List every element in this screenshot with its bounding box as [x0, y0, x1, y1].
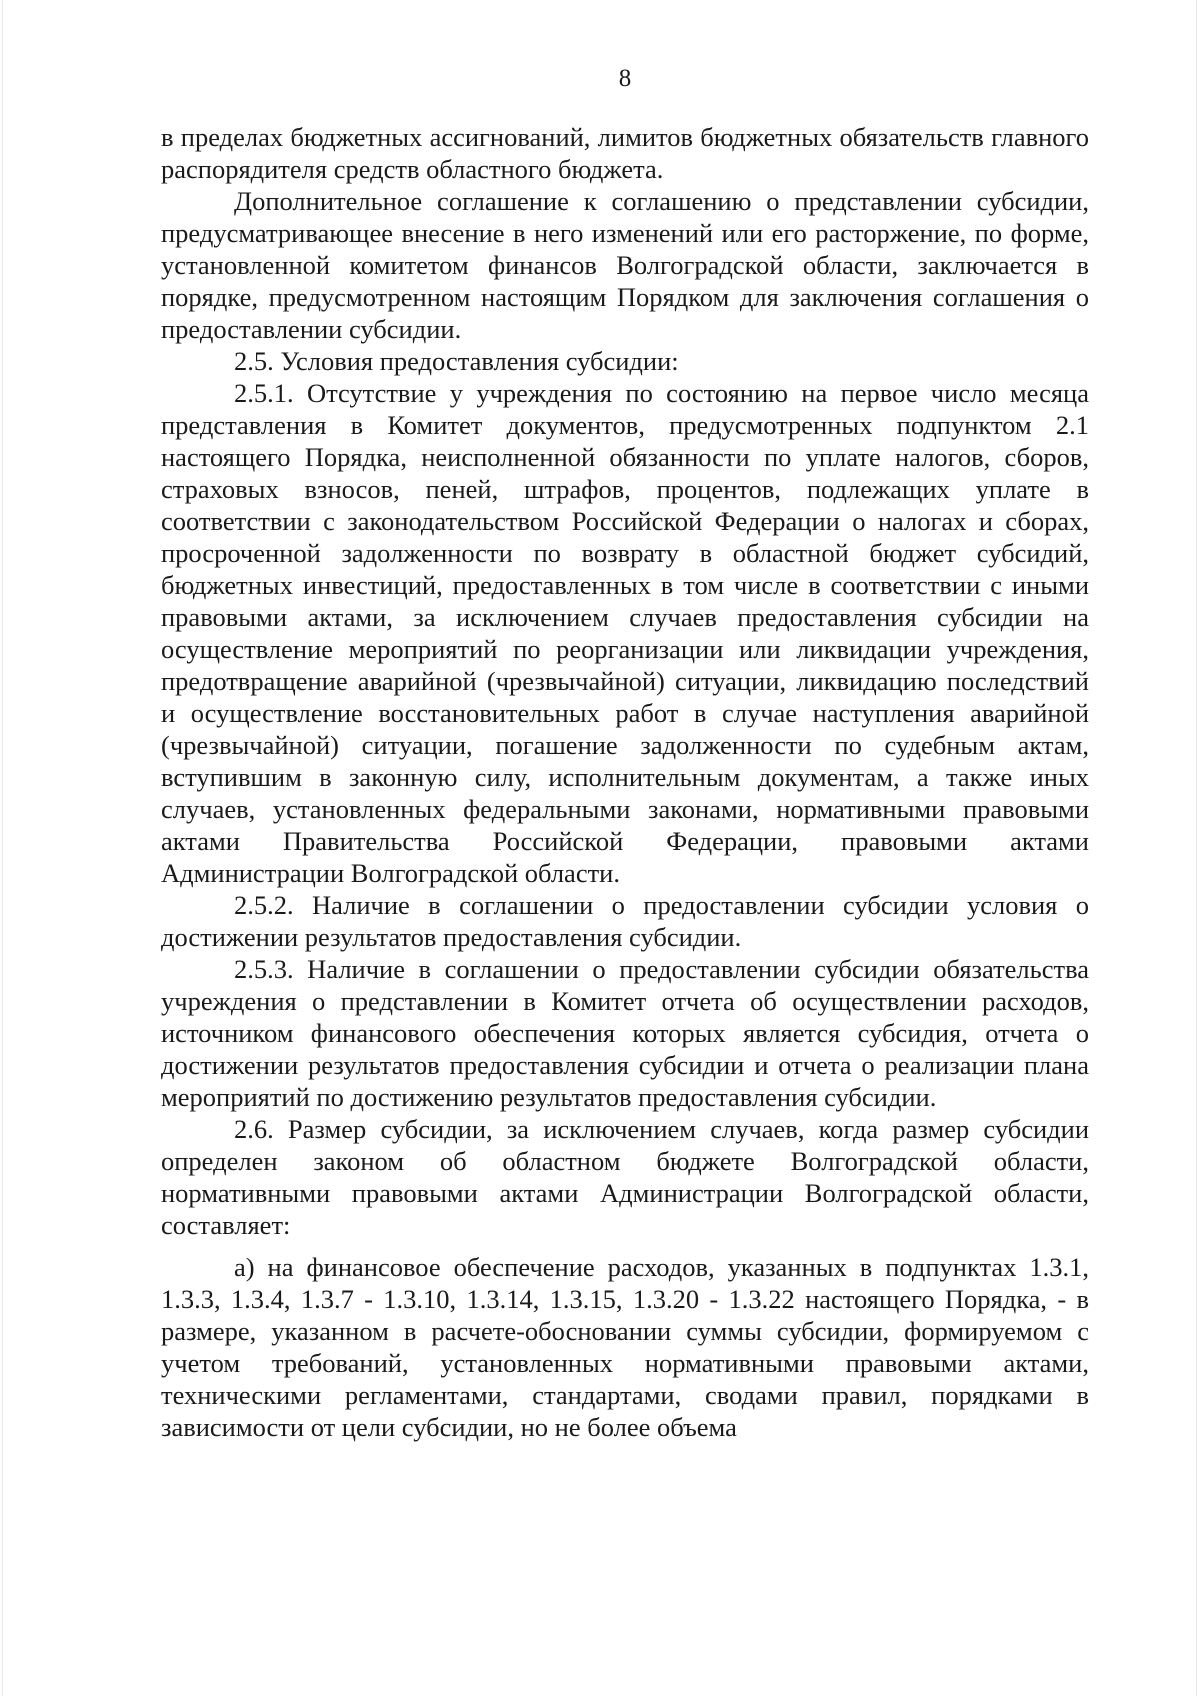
paragraph-2-5-1: 2.5.1. Отсутствие у учреждения по состоянию на первое число месяца представления в Комитет документов, предусмотренных подпунктом 2.1 настоящего Порядка, неисполненной обязанности по уплате налогов, сборов, страховых взносов, пеней, штрафов, процентов, подлежащих уплате в соответствии с законодательством Российской Федерации о налогах и сборах, просроченной задолженности по возврату в областной бюджет субсидий, бюджетных инвестиций, предоставленных в том числе в соответствии с иными правовыми актами, за исключением случаев предоставления субсидии на осуществление мероприятий по реорганизации или ликвидации учреждения, предотвращение аварийной (чрезвычайной) ситуации, ликвидацию последствий и осуществление восстановительных работ в случае наступления аварийной (чрезвычайной) ситуации, погашение задолженности по судебным актам, вступившим в законную силу, исполнительным документам, а также иных случаев, установленных федеральными законами, нормативными правовыми актами Правительства Российской Федерации, правовыми актами Администрации Волгоградской области.	[161, 378, 1089, 888]
paragraph-2-5-3: 2.5.3. Наличие в соглашении о предоставлении субсидии обязательства учреждения о представлении в Комитет отчета об осуществлении расходов, источником финансового обеспечения которых является субсидия, отчета о достижении результатов предоставления субсидии и отчета о реализации плана мероприятий по достижению результатов предоставления субсидии.	[161, 954, 1089, 1112]
paragraph-2-5-heading: 2.5. Условия предоставления субсидии:	[234, 346, 679, 376]
paragraph-continuation: в пределах бюджетных ассигнований, лимитов бюджетных обязательств главного распорядителя средств областного бюджета.	[161, 122, 1089, 184]
paragraph-additional-agreement: Дополнительное соглашение к соглашению о представлении субсидии, предусматривающее внесение в него изменений или его расторжение, по форме, установленной комитетом финансов Волгоградской области, заключается в порядке, предусмотренном настоящим Порядком для заключения соглашения о предоставлении субсидии.	[161, 186, 1089, 344]
scan-edge-right	[1196, 0, 1197, 1696]
document-body	[161, 121, 1089, 1443]
page-number: 8	[618, 65, 632, 92]
paragraph-2-6: 2.6. Размер субсидии, за исключением случаев, когда размер субсидии определен законом об областном бюджете Волгоградской области, нормативными правовыми актами Администрации Волгоградской области, составляет:	[161, 1114, 1089, 1240]
scan-edge-left	[2, 0, 3, 1696]
paragraph-2-5-2: 2.5.2. Наличие в соглашении о предоставлении субсидии условия о достижении результатов предоставления субсидии.	[161, 890, 1089, 952]
paragraph-2-6-a: а) на финансовое обеспечение расходов, указанных в подпунктах 1.3.1, 1.3.3, 1.3.4, 1.3.7 - 1.3.10, 1.3.14, 1.3.15, 1.3.20 - 1.3.22 настоящего Порядка, - в размере, указанном в расчете-обосновании суммы субсидии, формируемом с учетом требований, установленных нормативными правовыми актами, техническими регламентами, стандартами, сводами правил, порядками в зависимости от цели субсидии, но не более объема	[161, 1252, 1089, 1442]
